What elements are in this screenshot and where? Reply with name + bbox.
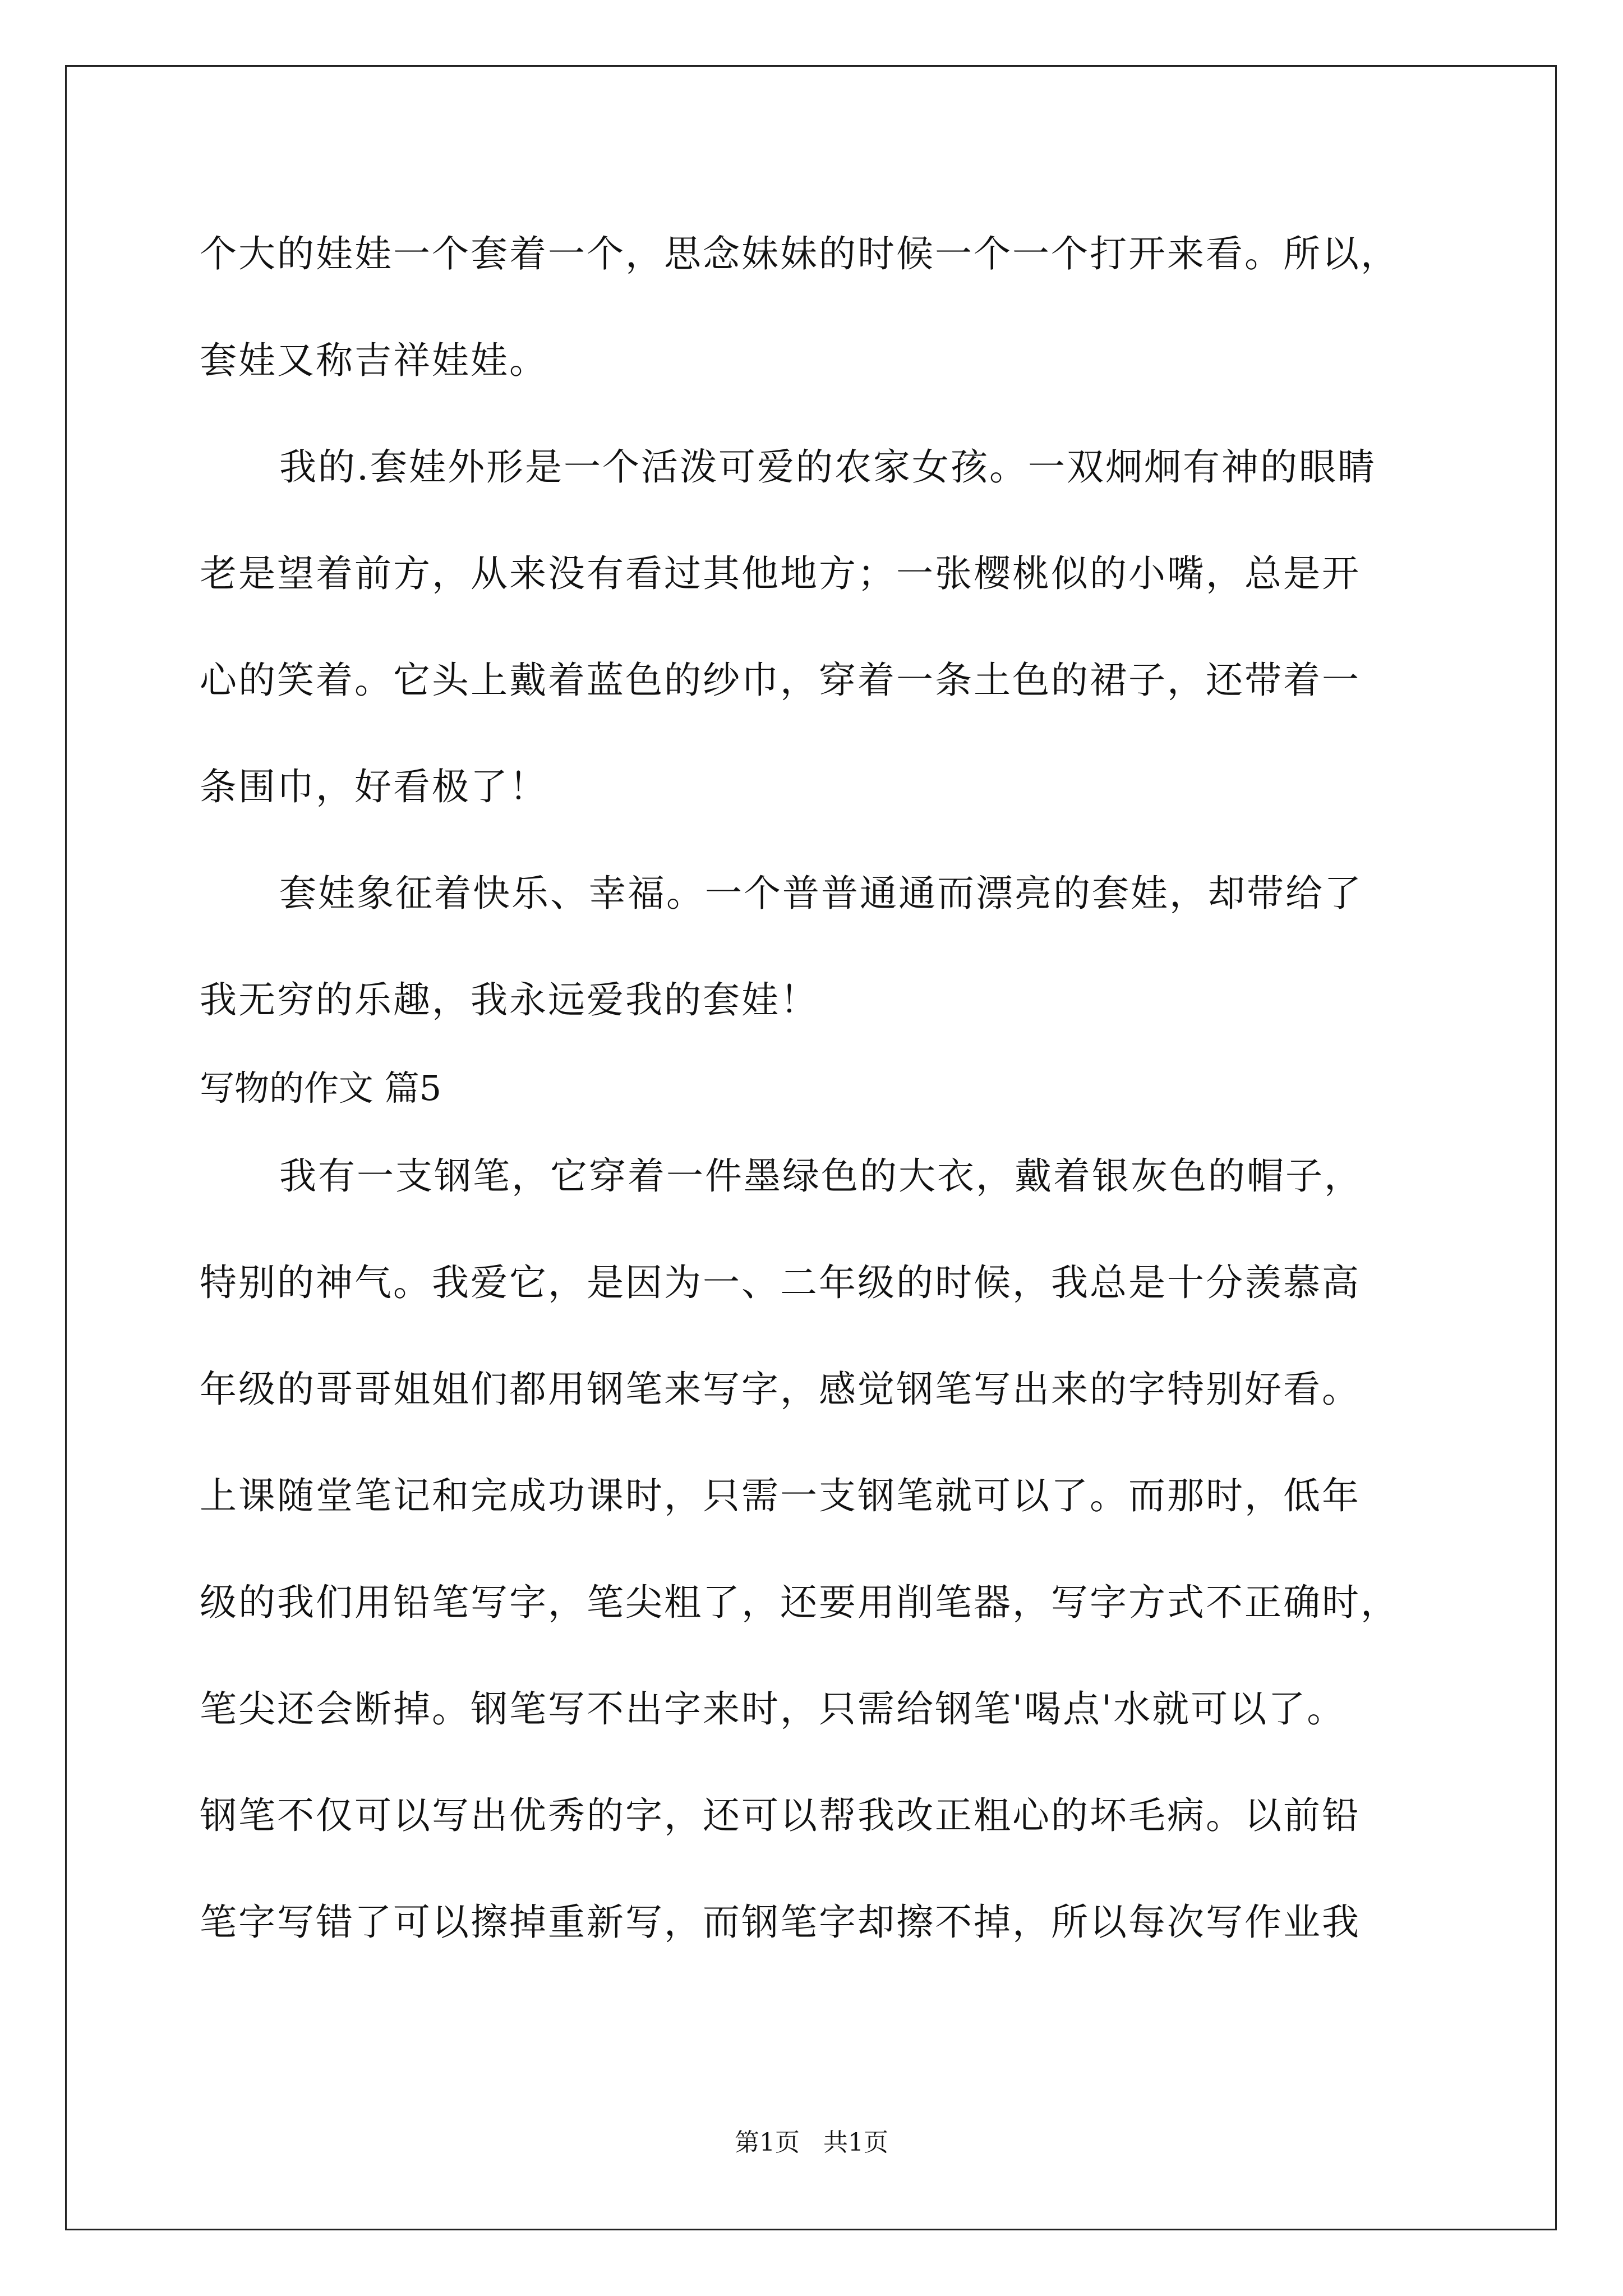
text-line: 上课随堂笔记和完成功课时，只需一支钢笔就可以了。而那时，低年 bbox=[200, 1474, 1361, 1517]
paragraph-start: 套娃象征着快乐、幸福。一个普普通通而漂亮的套娃，却带给了 bbox=[279, 872, 1363, 915]
page-footer: 第1页 共1页 bbox=[735, 2128, 888, 2157]
text-line: 笔字写错了可以擦掉重新写，而钢笔字却擦不掉，所以每次写作业我 bbox=[200, 1901, 1361, 1944]
text-line: 年级的哥哥姐姐们都用钢笔来写字，感觉钢笔写出来的字特别好看。 bbox=[200, 1368, 1361, 1411]
paragraph-start: 我有一支钢笔，它穿着一件墨绿色的大衣，戴着银灰色的帽子， bbox=[279, 1154, 1363, 1198]
text-line: 钢笔不仅可以写出优秀的字，还可以帮我改正粗心的坏毛病。以前铅 bbox=[200, 1794, 1361, 1837]
text-line: 老是望着前方，从来没有看过其他地方；一张樱桃似的小嘴，总是开 bbox=[200, 552, 1361, 595]
document-body bbox=[200, 201, 1431, 1976]
paragraph-start: 我的.套娃外形是一个活泼可爱的农家女孩。一双炯炯有神的眼睛 bbox=[279, 445, 1376, 489]
text-line: 特别的神气。我爱它，是因为一、二年级的时候，我总是十分羡慕高 bbox=[200, 1261, 1361, 1304]
text-line: 我无穷的乐趣，我永远爱我的套娃！ bbox=[200, 978, 819, 1022]
text-line: 笔尖还会断掉。钢笔写不出字来时，只需给钢笔'喝点'水就可以了。 bbox=[200, 1687, 1346, 1731]
text-line: 条围巾，好看极了！ bbox=[200, 765, 548, 808]
text-line: 心的笑着。它头上戴着蓝色的纱巾，穿着一条土色的裙子，还带着一 bbox=[200, 659, 1361, 702]
text-line: 套娃又称吉祥娃娃。 bbox=[200, 339, 548, 382]
text-line: 级的我们用铅笔写字，笔尖粗了，还要用削笔器，写字方式不正确时， bbox=[200, 1581, 1399, 1624]
section-heading: 写物的作文 篇5 bbox=[200, 1068, 442, 1108]
text-line: 个大的娃娃一个套着一个，思念妹妹的时候一个一个打开来看。所以， bbox=[200, 232, 1399, 275]
